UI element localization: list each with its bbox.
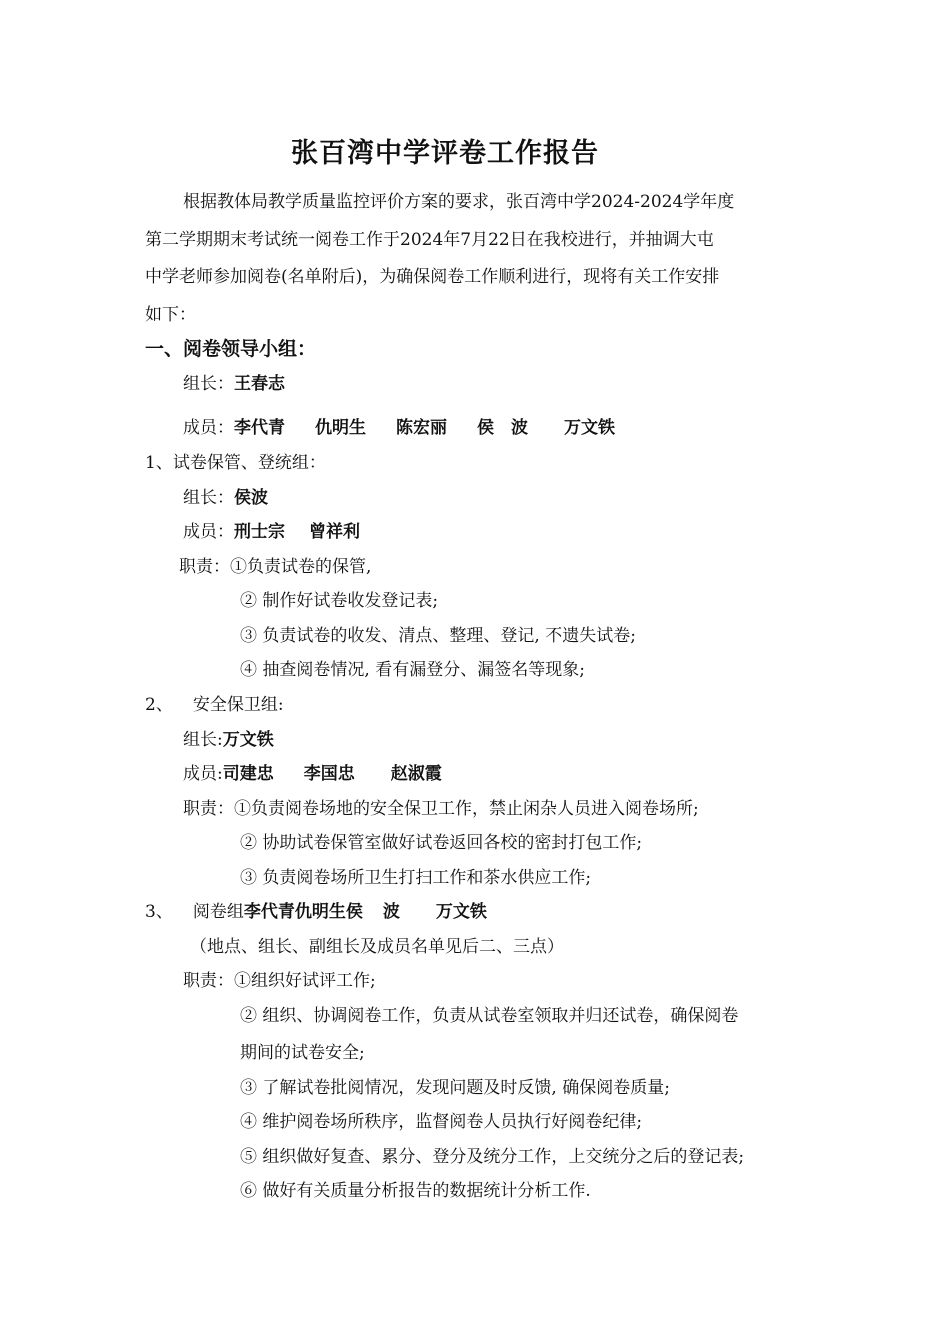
- duty-item: ⑥ 做好有关质量分析报告的数据统计分析工作.: [240, 1181, 591, 1201]
- group2-leader-row: [183, 729, 274, 751]
- member-name: 万文铁: [564, 418, 615, 438]
- members-label: 成员：: [183, 418, 234, 438]
- leader-name: 侯波: [234, 488, 268, 508]
- group2-members-row: [183, 763, 442, 785]
- group3-note: （地点、组长、副组长及成员名单见后二、三点）: [190, 937, 564, 957]
- duty-label: 职责：: [183, 971, 234, 991]
- intro-line-2: 第二学期期末考试统一阅卷工作于2024年7月22日在我校进行，并抽调大屯: [145, 230, 714, 250]
- intro-line-1: 根据教体局教学质量监控评价方案的要求，张百湾中学2024-2024学年度: [183, 192, 735, 212]
- duty-item: ③ 了解试卷批阅情况，发现问题及时反馈, 确保阅卷质量;: [240, 1078, 670, 1098]
- duty-item: ④ 维护阅卷场所秩序，监督阅卷人员执行好阅卷纪律;: [240, 1112, 643, 1132]
- duty-item: ⑤ 组织做好复查、累分、登分及统分工作，上交统分之后的登记表;: [240, 1147, 745, 1167]
- member-name: 司建忠: [222, 764, 274, 784]
- members-label: 成员：: [183, 522, 234, 542]
- duty-item: ③ 负责试卷的收发、清点、整理、登记, 不遗失试卷;: [240, 626, 636, 646]
- duty-label: 职责：: [179, 557, 230, 577]
- section1-heading: 一、阅卷领导小组：: [145, 338, 317, 360]
- member-name: 刑士宗: [234, 522, 285, 542]
- group-number: 3、: [145, 902, 173, 922]
- intro-line-4: 如下：: [145, 305, 196, 325]
- section1-leader-row: [183, 373, 285, 395]
- leader-label: 组长：: [183, 488, 234, 508]
- member-name: 万文铁: [435, 902, 487, 922]
- group-heading: 安全保卫组:: [192, 695, 284, 715]
- duty-item: ② 组织、协调阅卷工作，负责从试卷室领取并归还试卷，确保阅卷: [240, 1006, 739, 1026]
- intro-line-3: 中学老师参加阅卷(名单附后)，为确保阅卷工作顺利进行，现将有关工作安排: [145, 267, 720, 287]
- member-name: 侯 波: [477, 418, 528, 438]
- duty-item: ①负责试卷的保管,: [230, 557, 372, 577]
- group2-heading-row: [145, 694, 284, 716]
- group1-members-row: [183, 521, 360, 543]
- member-name: 波: [382, 902, 400, 922]
- members-label: 成员:: [183, 764, 223, 784]
- group1-duty-row: [179, 556, 371, 578]
- group3-duty-row: [183, 970, 376, 992]
- leader-name: 王春志: [234, 374, 285, 394]
- member-name: 陈宏丽: [396, 418, 447, 438]
- duty-label: 职责：: [183, 799, 234, 819]
- leader-label: 组长:: [183, 730, 223, 750]
- group2-duty-row: [183, 798, 699, 820]
- section1-members-row: [183, 417, 615, 439]
- leader-name: 万文铁: [222, 730, 274, 750]
- leader-label: 组长：: [183, 374, 234, 394]
- group-heading: 阅卷组: [192, 902, 244, 922]
- document-title: 张百湾中学评卷工作报告: [291, 138, 599, 169]
- group1-leader-row: [183, 487, 268, 509]
- member-name: 李代青: [234, 418, 285, 438]
- duty-item: ①组织好试评工作;: [234, 971, 376, 991]
- group3-heading-row: [145, 901, 487, 923]
- group-number: 2、: [145, 695, 173, 715]
- member-name: 李代青仇明生侯: [243, 902, 363, 922]
- member-name: 李国忠: [303, 764, 355, 784]
- member-name: 仇明生: [315, 418, 366, 438]
- duty-item: ② 制作好试卷收发登记表;: [240, 591, 439, 611]
- member-name: 赵淑霞: [390, 764, 442, 784]
- member-name: 曾祥利: [309, 522, 360, 542]
- group1-heading: 1、试卷保管、登统组：: [145, 453, 326, 473]
- duty-item: ④ 抽查阅卷情况, 看有漏登分、漏签名等现象;: [240, 660, 585, 680]
- duty-item-continued: 期间的试卷安全;: [240, 1043, 365, 1063]
- duty-item: ③ 负责阅卷场所卫生打扫工作和茶水供应工作;: [240, 868, 592, 888]
- duty-item: ② 协助试卷保管室做好试卷返回各校的密封打包工作;: [240, 833, 643, 853]
- duty-item: ①负责阅卷场地的安全保卫工作，禁止闲杂人员进入阅卷场所;: [234, 799, 699, 819]
